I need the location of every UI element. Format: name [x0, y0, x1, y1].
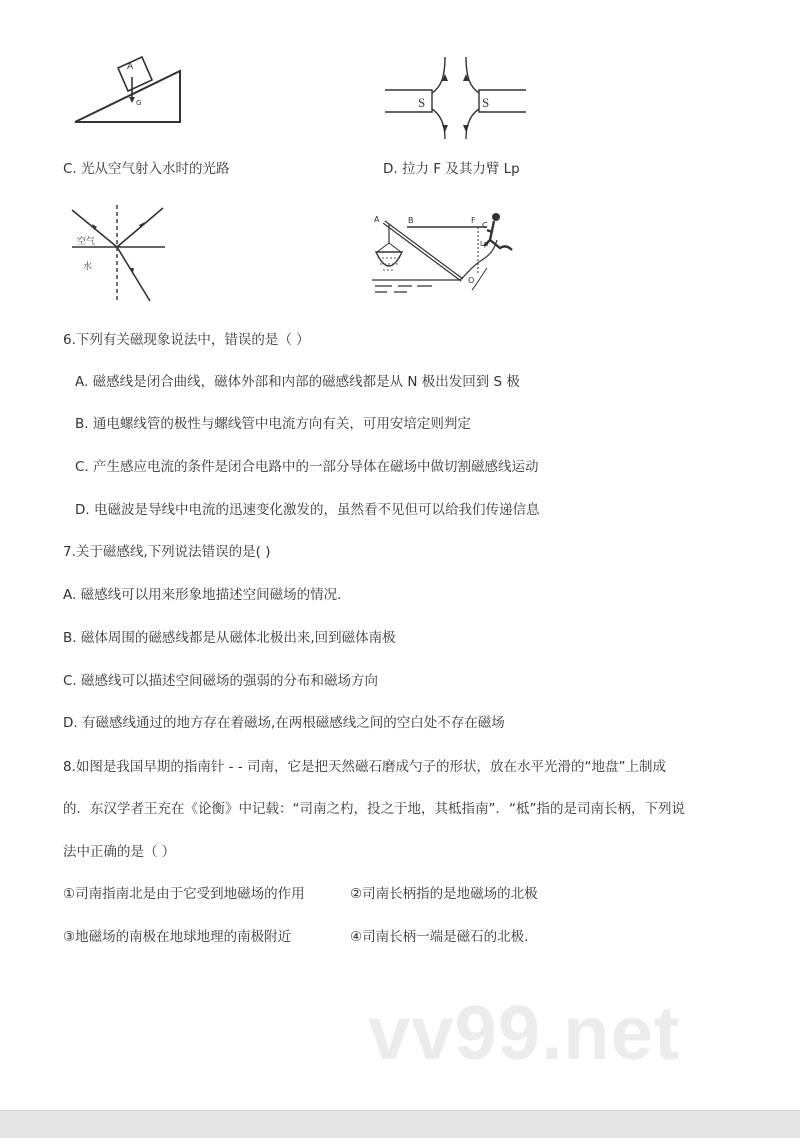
q6-option-b: B. 通电螺线管的极性与螺线管中电流方向有关，可用安培定则判定 [75, 416, 471, 432]
lever-figure [372, 210, 522, 305]
lever-label-c: C [482, 221, 488, 230]
magnets-figure [383, 55, 528, 140]
caption-d: D. 拉力 F 及其力臂 Lp [383, 161, 520, 177]
lever-label-f: F [471, 216, 476, 225]
q6-option-a: A. 磁感线是闭合曲线，磁体外部和内部的磁感线都是从 N 极出发回到 S 极 [75, 374, 520, 390]
q7-option-a: A. 磁感线可以用来形象地描述空间磁场的情况. [63, 587, 342, 603]
lever-label-a: A [374, 215, 380, 224]
q8-statement-2: ②司南长柄指的是地磁场的北极 [350, 886, 538, 902]
air-label: 空气 [77, 237, 96, 247]
q8-stem-line-2: 的．东汉学者王充在《论衡》中记载：“司南之杓，投之于地，其柢指南”．“柢”指的是司南长柄，下列说 [63, 801, 685, 817]
right-pole-label: S [482, 95, 490, 110]
q7-option-b: B. 磁体周围的磁感线都是从磁体北极出来,回到磁体南极 [63, 630, 396, 646]
incline-label-a: A [127, 62, 134, 72]
q8-statement-4: ④司南长柄一端是磁石的北极. [350, 929, 529, 945]
refraction-figure [70, 205, 170, 305]
q7-stem: 7.关于磁感线,下列说法错误的是( ) [63, 544, 271, 560]
q7-option-c: C. 磁感线可以描述空间磁场的强弱的分布和磁场方向 [63, 673, 379, 689]
left-pole-label: S [418, 95, 426, 110]
incline-label-g: G [136, 99, 142, 107]
lever-label-b: B [408, 216, 414, 225]
q6-option-c: C. 产生感应电流的条件是闭合电路中的一部分导体在磁场中做切割磁感线运动 [75, 459, 539, 475]
q6-stem: 6.下列有关磁现象说法中，错误的是（ ） [63, 332, 310, 348]
q8-stem-line-1: 8.如图是我国早期的指南针 - - 司南，它是把天然磁石磨成勺子的形状，放在水平光滑的“地盘”上制成 [63, 759, 666, 775]
page-bottom-edge [0, 1110, 800, 1138]
caption-c: C. 光从空气射入水时的光路 [63, 161, 230, 177]
lever-label-lp: Lp [480, 240, 489, 248]
watermark: vv99.net [368, 991, 681, 1076]
water-label: 水 [83, 262, 93, 272]
q8-statement-3: ③地磁场的南极在地球地理的南极附近 [63, 929, 292, 945]
q6-option-d: D. 电磁波是导线中电流的迅速变化激发的，虽然看不见但可以给我们传递信息 [75, 502, 540, 518]
lever-label-o: O [468, 276, 475, 285]
q8-stem-line-3: 法中正确的是（ ） [63, 844, 176, 860]
q7-option-d: D. 有磁感线通过的地方存在着磁场,在两根磁感线之间的空白处不存在磁场 [63, 715, 505, 731]
q8-statement-1: ①司南指南北是由于它受到地磁场的作用 [63, 886, 305, 902]
incline-figure [70, 55, 190, 130]
